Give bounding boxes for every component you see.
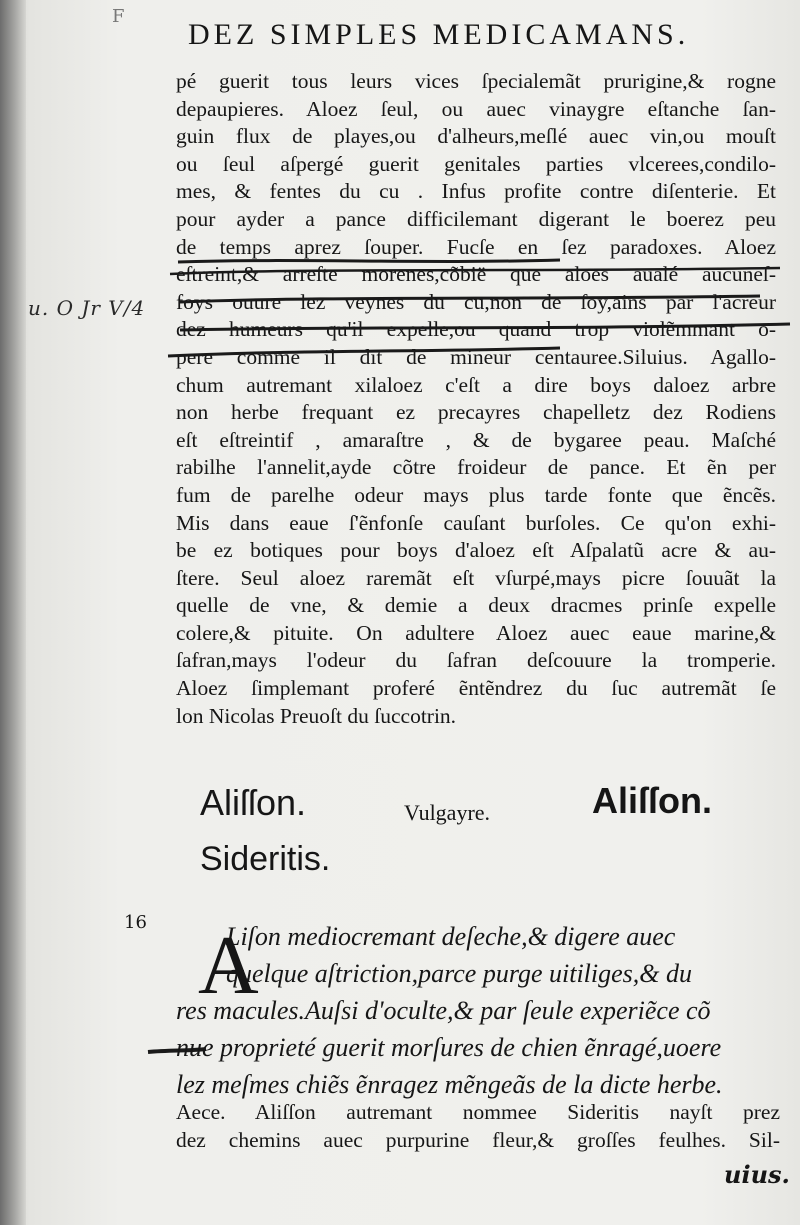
text-line: dez humeurs qu'il expelle,ou quand trop violẽmmant o- [176,317,776,342]
corner-mark: F [112,6,125,27]
italic-paragraph [176,918,780,1103]
text-line: Mis dans eaue ſ'ẽnfonſe cauſant burſoles. Ce qu'on exhi- [176,510,776,535]
text-line: pere comme il dit de mineur centauree.Siluius. Agallo- [176,344,776,369]
text-line: chum autremant xilaloez c'eſt a dire boys daloez arbre [176,372,776,397]
text-line: guin flux de playes,ou d'alheurs,meſlé auec vin,ou mouſt [176,124,776,149]
italic-line: lez meſmes chiẽs ẽnragez mẽngeãs de la dicte herbe. [176,1070,723,1099]
text-line: fum de parelhe odeur mays plus tarde fonte que ẽncẽs. [176,482,776,507]
main-text-block [176,68,776,730]
heading-vulgayre: Vulgayre. [404,800,491,825]
text-line: colere,& pituite. On adultere Aloez auec eaue marine,& [176,620,776,645]
text-line: rabilhe l'annelit,ayde cõtre froideur de pance. Et ẽn per [176,455,776,480]
text-line: non herbe frequant ez precayres chapelletz dez Rodiens [176,400,776,425]
italic-line: res macules.Auſsi d'oculte,& par ſeule experiẽce cõ [176,996,711,1025]
text-line: Aece. Aliſſon autremant nommee Sideritis nayſt prez [176,1100,780,1124]
text-line: pour ayder a pance difficilemant digerant le boerez peu [176,206,776,231]
heading-sideritis: Sideritis. [200,840,331,878]
text-line: de temps aprez ſouper. Fucſe en ſez paradoxes. Aloez [176,234,776,259]
text-line: Aloez ſimplemant proferé ẽntẽndrez du ſuc autremãt ſe [176,676,776,701]
bottom-text-block [176,1099,780,1154]
text-line: quelle de vne, & demie a deux dracmes prinſe expelle [176,593,776,618]
italic-line: nue proprieté guerit morſures de chien ẽnragé,uoere [176,1033,722,1062]
text-line: ou ſeul aſpergé guerit genitales parties vlcerees,condilo- [176,151,776,176]
drop-capital: A [198,919,259,1012]
text-line: lon Nicolas Preuoſt du ſuccotrin. [176,703,457,728]
text-line: foys ouure lez veynes du cu,non de ſoy,ains par l'acreur [176,289,776,314]
text-line: depaupieres. Aloez ſeul, ou auec vinaygre eſtanche ſan- [176,96,776,121]
text-line: ſafran,mays l'odeur du ſafran deſcouure la tromperie. [176,648,776,673]
text-line: dez chemins auec purpurine fleur,& groſſes feulhes. Sil- [176,1127,780,1152]
text-line: eſtreint,& arreſte morenes,cõbië que aloes aualé aucuneſ- [176,262,776,287]
text-line: mes, & fentes du cu . Infus profite contre diſenterie. Et [176,179,776,204]
text-line: eſt eſtreintif , amaraſtre , & de bygaree peau. Maſché [176,427,776,452]
heading-alisson-right: Aliſſon. [592,780,712,821]
page-number: 16 [124,912,147,933]
handwritten-marginal-note: u. O Jr V/4 [28,296,146,320]
running-header: DEZ SIMPLES MEDICAMANS. [188,18,690,51]
italic-line: Liſon mediocremant deſeche,& digere auec [226,922,676,951]
italic-line: quelque aſtriction,parce purge uitiliges,& du [226,959,693,988]
text-line: be ez botiques pour boys d'aloez eſt Aſpalatũ acre & au- [176,538,776,563]
page-gutter [0,0,26,1225]
heading-alisson-left: Aliſſon. [200,782,307,823]
catchword: uius. [724,1160,790,1189]
text-line: ſtere. Seul aloez raremãt eſt vſurpé,mays picre ſouuãt la [176,565,776,590]
text-line: pé guerit tous leurs vices ſpecialemãt prurigine,& rogne [176,69,776,93]
